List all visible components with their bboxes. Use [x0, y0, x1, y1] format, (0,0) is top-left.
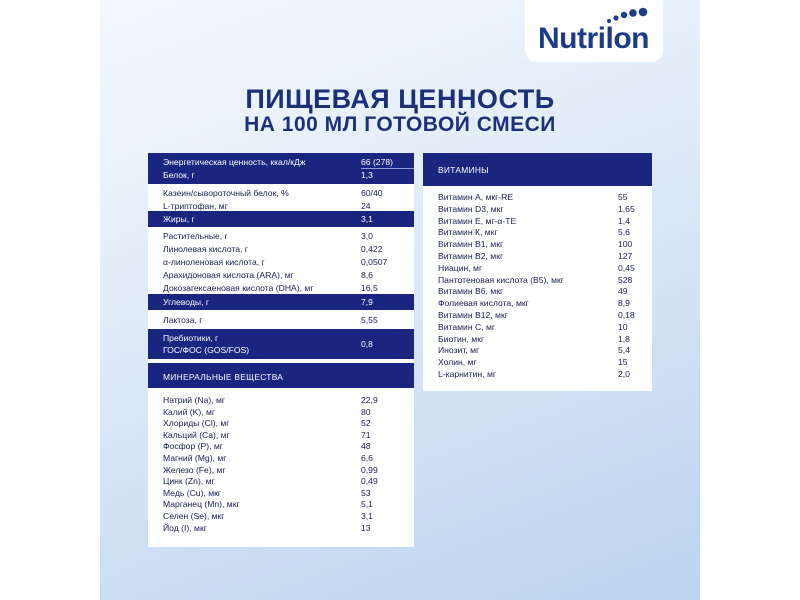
row-value: 0,45 — [618, 262, 635, 273]
row-value: 6,6 — [361, 453, 373, 463]
row-value: 1,65 — [618, 203, 635, 214]
row-value: 1,4 — [618, 215, 630, 226]
row-value: 22,9 — [361, 395, 378, 405]
row-value: 80 — [361, 406, 371, 417]
fat-label: Жиры, г — [163, 214, 195, 224]
gos-fos-label: ГОС/ФОС (GOS/FOS) — [163, 345, 250, 355]
row-label: Фолиевая кислота, мкг — [438, 298, 529, 309]
energy-label: Энергетическая ценность, ккал/кДж — [163, 157, 306, 167]
row-value: 5,6 — [618, 227, 630, 238]
row-value: 3,1 — [361, 511, 373, 521]
row-label: Калий (K), мг — [163, 406, 216, 417]
brand-name: Nutrilon — [538, 22, 649, 55]
row-label: Марганец (Mn), мкг — [163, 499, 240, 510]
row-label: Медь (Cu), мкг — [163, 487, 222, 498]
row-value: 100 — [618, 239, 633, 250]
row-value: 10 — [618, 321, 628, 332]
energy-band — [148, 153, 414, 184]
dha-label: Докозагексаеновая кислота (DHA), мг — [163, 283, 314, 293]
row-label: Йод (I), мкг — [163, 522, 207, 533]
lactose-value: 5,55 — [361, 315, 378, 325]
prebiotics-band — [148, 329, 414, 359]
vitamins-table — [423, 153, 652, 391]
row-value: 49 — [618, 286, 628, 297]
row-label: Инозит, мг — [438, 345, 480, 356]
linoleic-value: 0,422 — [361, 244, 383, 254]
vegetable-fat-label: Растительные, г — [163, 231, 228, 241]
nutrition-table — [148, 153, 414, 547]
alpha-linolenic-value: 0,0507 — [361, 257, 388, 267]
row-label: Цинк (Zn), мг — [163, 476, 215, 487]
vitamins-header: ВИТАМИНЫ — [438, 165, 489, 175]
row-label: Витамин С, мг — [438, 321, 496, 332]
row-value: 8,9 — [618, 298, 630, 309]
row-label: Холин, мг — [438, 357, 477, 368]
row-value: 5,1 — [361, 499, 373, 510]
row-label: Пантотеновая кислота (B5), мкг — [438, 274, 564, 285]
product-image — [100, 0, 700, 600]
energy-value: 66 (278) — [361, 157, 394, 167]
protein-label: Белок, г — [163, 170, 195, 180]
carbs-value: 7,9 — [361, 297, 373, 307]
linoleic-label: Линолевая кислота, г — [163, 244, 248, 254]
row-value: 15 — [618, 357, 628, 368]
row-label: Витамин D3, мкг — [438, 203, 504, 214]
row-value: 0,18 — [618, 310, 635, 320]
row-label: Витамин E, мг-α-TE — [438, 215, 517, 226]
row-label: Ниацин, мг — [438, 262, 483, 273]
row-value: 127 — [618, 251, 633, 261]
fat-band — [148, 211, 414, 227]
row-label: Железо (Fe), мг — [163, 464, 226, 475]
carbs-band — [148, 294, 414, 310]
row-value: 0,49 — [361, 476, 378, 487]
row-value: 0,99 — [361, 464, 378, 475]
row-label: Витамин B1, мкг — [438, 239, 504, 250]
row-label: Витамин B12, мкг — [438, 310, 508, 320]
casein-value: 60/40 — [361, 188, 383, 198]
row-value: 48 — [361, 441, 371, 452]
row-label: Магний (Mg), мг — [163, 453, 227, 463]
row-label: Витамин К, мкг — [438, 227, 498, 238]
fat-value: 3,1 — [361, 214, 373, 224]
prebiotics-value: 0,8 — [361, 339, 373, 349]
row-label: Фосфор (P), мг — [163, 441, 223, 452]
row-label: Биотин, мкг — [438, 333, 485, 344]
carbs-label: Углеводы, г — [163, 297, 209, 307]
vegetable-fat-value: 3,0 — [361, 231, 373, 241]
row-value: 528 — [618, 274, 633, 285]
page-title: ПИЩЕВАЯ ЦЕННОСТЬ — [245, 84, 555, 114]
tryptophan-label: L-триптофан, мг — [163, 201, 228, 211]
row-label: Витамин А, мкг-RE — [438, 192, 514, 202]
alpha-linolenic-label: α-линоленовая кислота, г — [163, 257, 265, 267]
row-label: Кальций (Ca), мг — [163, 429, 230, 440]
tryptophan-value: 24 — [361, 201, 371, 211]
row-value: 52 — [361, 418, 371, 429]
row-value: 53 — [361, 487, 371, 498]
casein-label: Казеин/сывороточный белок, % — [163, 188, 289, 198]
page-subtitle: НА 100 МЛ ГОТОВОЙ СМЕСИ — [244, 113, 556, 136]
row-label: Витамин B2, мкг — [438, 251, 504, 261]
minerals-header-band — [148, 363, 414, 388]
row-label: Витамин B6, мкг — [438, 286, 504, 297]
row-label: Хлориды (Cl), мг — [163, 418, 230, 429]
protein-value: 1,3 — [361, 170, 373, 180]
row-label: L-карнитин, мг — [438, 369, 496, 379]
lactose-label: Лактоза, г — [163, 315, 203, 325]
row-value: 55 — [618, 192, 628, 202]
row-value: 2,0 — [618, 369, 630, 379]
row-label: Натрий (Na), мг — [163, 395, 226, 405]
row-value: 5,4 — [618, 345, 630, 356]
divider — [361, 168, 414, 169]
vitamins-header-band — [423, 153, 652, 186]
row-value: 71 — [361, 429, 371, 440]
brand-logo — [525, 0, 663, 62]
minerals-header: МИНЕРАЛЬНЫЕ ВЕЩЕСТВА — [163, 372, 284, 382]
row-label: Селен (Se), мкг — [163, 511, 225, 521]
prebiotics-label: Пребиотики, г — [163, 333, 219, 343]
row-value: 1,8 — [618, 333, 630, 344]
dha-value: 16,5 — [361, 283, 378, 293]
ara-label: Арахидоновая кислота (ARA), мг — [163, 270, 294, 280]
ara-value: 8,6 — [361, 270, 373, 280]
row-value: 13 — [361, 522, 371, 533]
